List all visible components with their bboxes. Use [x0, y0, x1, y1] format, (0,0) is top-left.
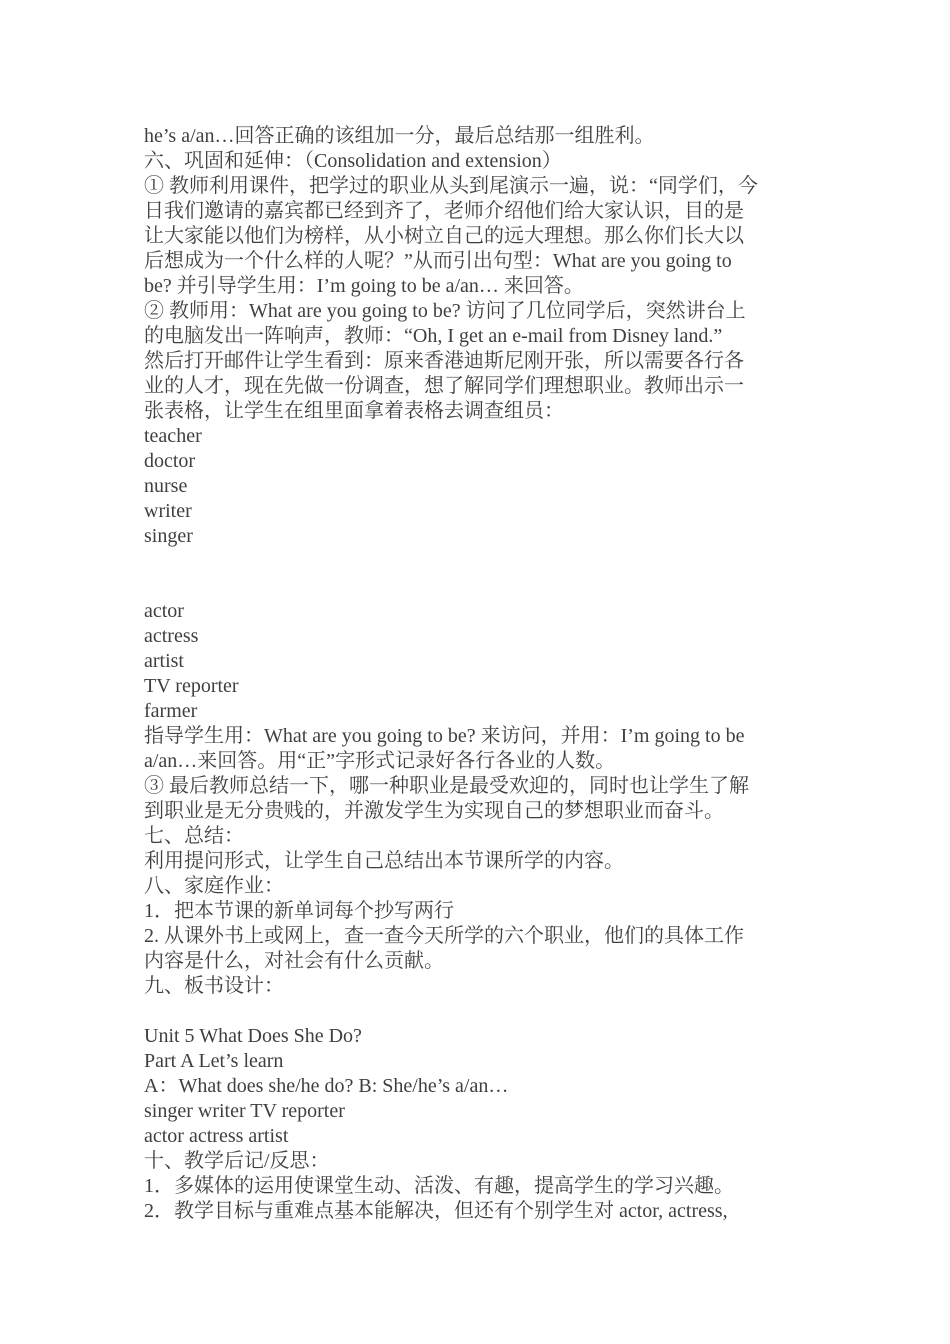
section-heading-homework: 八、家庭作业： [144, 875, 284, 897]
text-line: 指导学生用：What are you going to be? 来访问，并用：I’m going to be [144, 725, 745, 747]
document-page [144, 124, 810, 1224]
section-heading-reflection: 十、教学后记/反思： [144, 1150, 330, 1172]
section-heading-consolidation: 六、巩固和延伸：（Consolidation and extension） [144, 150, 562, 172]
text-line: 2．教学目标与重难点基本能解决，但还有个别学生对 actor, actress, [144, 1200, 728, 1222]
board-line: Unit 5 What Does She Do? [144, 1025, 362, 1047]
text-line: 让大家能以他们为榜样，从小树立自己的远大理想。那么你们长大以 [144, 225, 744, 247]
text-line: 2. 从课外书上或网上，查一查今天所学的六个职业，他们的具体工作 [144, 925, 744, 947]
text-line: ① 教师利用课件，把学过的职业从头到尾演示一遍，说：“同学们，今 [144, 175, 758, 197]
job-list-item: TV reporter [144, 675, 239, 697]
job-list-item: doctor [144, 450, 196, 472]
job-list-item: singer [144, 525, 193, 547]
text-line: 内容是什么，对社会有什么贡献。 [144, 950, 444, 972]
job-list-item: writer [144, 500, 192, 522]
text-line: 到职业是无分贵贱的，并激发学生为实现自己的梦想职业而奋斗。 [144, 800, 724, 822]
board-line: actor actress artist [144, 1125, 289, 1147]
text-line: 业的人才，现在先做一份调查，想了解同学们理想职业。教师出示一 [144, 375, 744, 397]
job-list-item: farmer [144, 700, 198, 722]
job-list-item: actress [144, 625, 199, 647]
blank-line [144, 549, 810, 574]
blank-line [144, 574, 810, 599]
board-line: A：What does she/he do? B: She/he’s a/an… [144, 1075, 509, 1097]
text-line: 张表格，让学生在组里面拿着表格去调查组员： [144, 400, 564, 422]
text-line: 1．多媒体的运用使课堂生动、活泼、有趣，提高学生的学习兴趣。 [144, 1175, 734, 1197]
text-line: ② 教师用：What are you going to be? 访问了几位同学后，突然讲台上 [144, 300, 746, 322]
job-list-item: artist [144, 650, 184, 672]
text-line: 1．把本节课的新单词每个抄写两行 [144, 900, 454, 922]
section-heading-board-design: 九、板书设计： [144, 975, 284, 997]
board-line: Part A Let’s learn [144, 1050, 284, 1072]
job-list-item: nurse [144, 475, 188, 497]
job-list-item: actor [144, 600, 184, 622]
text-line: ③ 最后教师总结一下，哪一种职业是最受欢迎的，同时也让学生了解 [144, 775, 749, 797]
job-list-item: teacher [144, 425, 202, 447]
text-line: 的电脑发出一阵响声，教师：“Oh, I get an e-mail from Disney land.” [144, 325, 723, 347]
text-line: 然后打开邮件让学生看到：原来香港迪斯尼刚开张，所以需要各行各 [144, 350, 744, 372]
blank-line [144, 999, 810, 1024]
section-heading-summary: 七、总结： [144, 825, 244, 847]
text-line: 日我们邀请的嘉宾都已经到齐了，老师介绍他们给大家认识，目的是 [144, 200, 744, 222]
text-line: a/an…来回答。用“正”字形式记录好各行各业的人数。 [144, 750, 616, 772]
text-line: be? 并引导学生用：I’m going to be a/an… 来回答。 [144, 275, 584, 297]
text-line: 后想成为一个什么样的人呢？”从而引出句型：What are you going to [144, 250, 732, 272]
text-line: 利用提问形式，让学生自己总结出本节课所学的内容。 [144, 850, 624, 872]
board-line: singer writer TV reporter [144, 1100, 345, 1122]
text-line: he’s a/an…回答正确的该组加一分，最后总结那一组胜利。 [144, 125, 655, 147]
